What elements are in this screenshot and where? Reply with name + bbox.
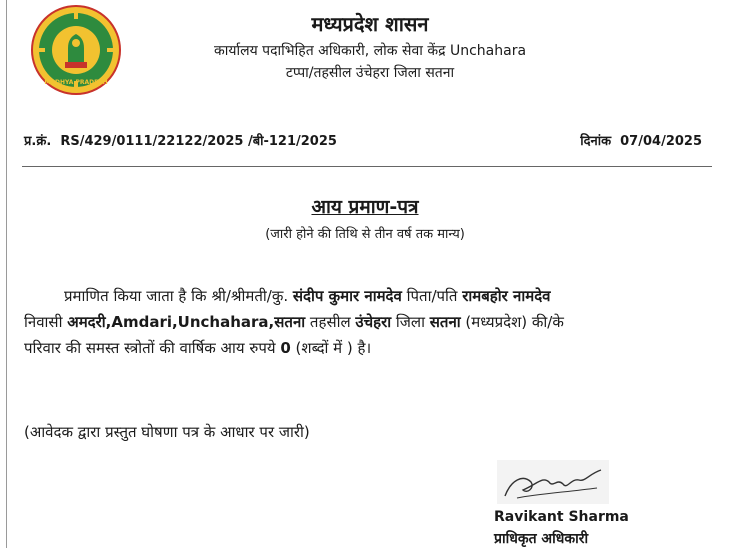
- body-text: तहसील: [305, 313, 356, 331]
- date-label: दिनांक: [580, 134, 612, 149]
- tehsil-name: उंचेहरा: [355, 313, 392, 331]
- body-text: (शब्दों में ) है।: [290, 339, 372, 357]
- signatory-designation: प्राधिकृत अधिकारी: [494, 531, 589, 547]
- annual-income: 0: [280, 339, 291, 357]
- body-text: निवासी: [24, 313, 68, 331]
- reference-number: [24, 131, 337, 149]
- certificate-body-line-3: [24, 338, 710, 358]
- certificate-body-line-1: [24, 286, 710, 306]
- divider: [22, 166, 712, 167]
- body-text: परिवार की समस्त स्त्रोतों की वार्षिक आय रुपये: [24, 339, 281, 357]
- tehsil-line: टप्पा/तहसील उंचेहरा जिला सतना: [285, 65, 455, 81]
- validity-note: (जारी होने की तिथि से तीन वर्ष तक मान्य): [265, 227, 465, 242]
- government-name: मध्यप्रदेश शासन: [311, 12, 429, 36]
- declaration-note: (आवेदक द्वारा प्रस्तुत घोषणा पत्र के आधार पर जारी): [24, 423, 310, 441]
- signatory-name: Ravikant Sharma: [494, 509, 629, 525]
- certificate-title-text: आय प्रमाण-पत्र: [311, 196, 419, 218]
- address: अमदरी,Amdari,Unchahara,सतना: [67, 313, 306, 331]
- father-name: रामबहोर नामदेव: [462, 287, 551, 305]
- body-text: जिला: [391, 313, 430, 331]
- date-value: 07/04/2025: [620, 134, 702, 149]
- office-name: कार्यालय पदाभिहित अधिकारी, लोक सेवा केंद्र Unchahara: [213, 43, 527, 59]
- body-text: प्रमाणित किया जाता है कि श्री/श्रीमती/कु.: [64, 287, 293, 305]
- issue-date: [580, 131, 702, 149]
- page-border: [6, 0, 7, 548]
- reference-prefix: प्र.क्रं.: [24, 134, 52, 149]
- certificate-title: [0, 193, 730, 219]
- mp-government-emblem: [30, 4, 122, 96]
- district-name: सतना: [429, 313, 461, 331]
- signature-image: [497, 460, 609, 504]
- applicant-name: संदीप कुमार नामदेव: [292, 287, 402, 305]
- certificate-body-line-2: [24, 312, 710, 332]
- body-text: पिता/पति: [401, 287, 463, 305]
- emblem-caption: MADHYA PRADESH: [44, 79, 108, 86]
- reference-value: RS/429/0111/22122/2025 /बी-121/2025: [60, 134, 337, 149]
- body-text: (मध्यप्रदेश) की/के: [460, 313, 564, 331]
